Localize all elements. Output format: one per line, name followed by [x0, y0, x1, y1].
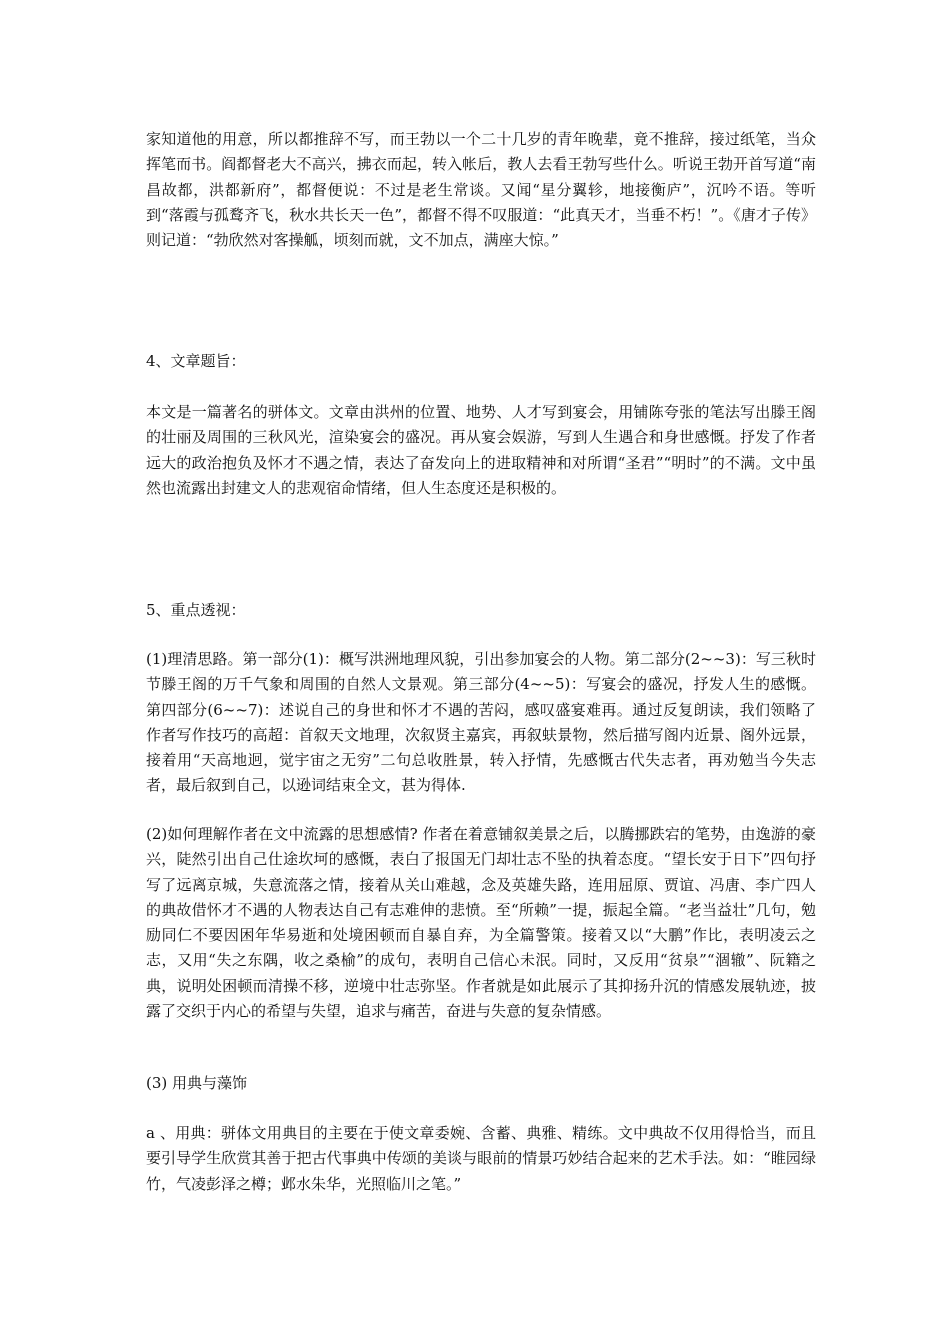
paragraph-article-theme: 本文是一篇著名的骈体文。文章由洪州的位置、地势、人才写到宴会，用铺陈夸张的笔法写出滕王阁的壮丽及周围的三秋风光，渲染宴会的盛况。再从宴会娱游，写到人生遇合和身世感慨。抒发了作者远大的政治抱负及怀才不遇之情，表达了奋发向上的进取精神和对所谓“圣君”“明时”的不满。文中虽然也流露出封建文人的悲观宿命情绪，但人生态度还是积极的。	[146, 403, 816, 497]
paragraph-wang-bo-anecdote: 家知道他的用意，所以都推辞不写，而王勃以一个二十几岁的青年晚辈，竟不推辞，接过纸笔，当众挥笔而书。阎都督老大不高兴，拂衣而起，转入帐后，教人去看王勃写些什么。听说王勃开首写道“南昌故都，洪都新府”，都督便说：不过是老生常谈。又闻“星分翼轸，地接衡庐”，沉吟不语。等听到“落霞与孤鹜齐飞，秋水共长天一色”，都督不得不叹服道：“此真天才，当垂不朽！”。《唐才子传》则记道：“勃欣然对客操觚，顷刻而就，文不加点，满座大惊。”	[146, 130, 816, 250]
heading-article-theme: 4、文章题旨：	[146, 352, 246, 370]
paragraph-structure: (1)理清思路。第一部分(1)：概写洪洲地理风貌，引出参加宴会的人物。第二部分(2~~3)：写三秋时节滕王阁的万千气象和周围的自然人文景观。第三部分(4~~5)：写宴会的盛况，抒发人生的感慨。第四部分(6~~7)：述说自己的身世和怀才不遇的苦闷，感叹盛宴难再。通过反复朗读，我们领略了作者写作技巧的高超：首叙天文地理，次叙贤主嘉宾，再叙蚨景物，然后描写阁内近景、阁外远景，接着用“天高地迥，觉宇宙之无穷”二句总收胜景，转入抒情，先感慨古代失志者，再劝勉当今失志者，最后叙到自己，以逊词结束全文，甚为得体.	[146, 650, 816, 795]
heading-key-points: 5、重点透视：	[146, 601, 246, 619]
paragraph-thoughts-feelings: (2)如何理解作者在文中流露的思想感情? 作者在着意铺叙美景之后，以腾挪跌宕的笔势，由逸游的豪兴，陡然引出自己仕途坎坷的感慨，表白了报国无门却壮志不坠的执着态度。“望长安于日下”四句抒写了远离京城，失意流落之情，接着从关山难越，念及英雄失路，连用屈原、贾谊、冯唐、李广四人的典故借怀才不遇的人物表达自己有志难伸的悲愤。至“所赖”一提，振起全篇。“老当益壮”几句，勉励同仁不要因困年华易逝和处境困顿而自暴自弃，为全篇警策。接着又以“大鹏”作比，表明凌云之志，又用“失之东隅，收之桑榆”的成句，表明自己信心未泯。同时，又反用“贫泉”“涸辙”、阮籍之典，说明处困顿而清操不移，逆境中壮志弥坚。作者就是如此展示了其抑扬升沉的情感发展轨迹，披露了交织于内心的希望与失望，追求与痛苦，奋进与失意的复杂情感。	[146, 825, 816, 1021]
paragraph-allusion: a 、用典：骈体文用典目的主要在于使文章委婉、含蓄、典雅、精练。文中典故不仅用得恰当，而且要引导学生欣赏其善于把古代事典中传颂的美谈与眼前的情景巧妙结合起来的艺术手法。如：“睢园绿竹，气凌彭泽之樽；邺水朱华，光照临川之笔。”	[146, 1124, 816, 1193]
heading-allusion-ornament: (3) 用典与藻饰	[146, 1074, 248, 1092]
